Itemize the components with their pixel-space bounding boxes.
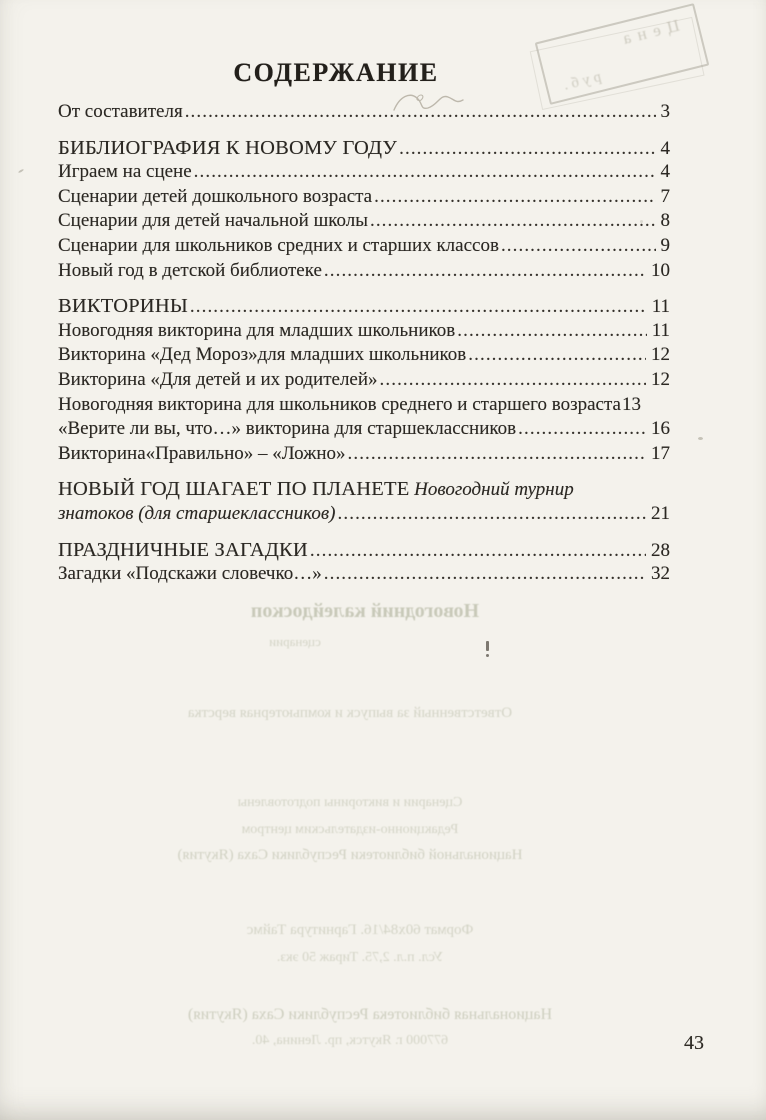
dot-leader	[457, 320, 646, 342]
dot-leader	[374, 186, 655, 208]
toc-entry	[58, 369, 670, 394]
speck	[18, 169, 24, 174]
toc-entry	[58, 210, 670, 235]
dot-leader	[194, 161, 656, 183]
toc-entry-label-italic: знатоков (для старшеклассников)	[58, 502, 336, 524]
toc-entry-label: ВИКТОРИНЫ	[58, 295, 188, 318]
toc-entry-page: 11	[651, 319, 670, 341]
dot-leader	[501, 235, 656, 257]
toc-entry	[58, 101, 670, 126]
toc-entry-page: 3	[660, 101, 670, 122]
toc-entry-label: БИБЛИОГРАФИЯ К НОВОМУ ГОДУ	[58, 136, 398, 159]
toc-section	[58, 101, 670, 126]
toc-entry-page: 4	[660, 161, 670, 183]
toc-entry	[58, 320, 670, 345]
toc-entry-label: Новогодняя викторина для школьников среднего и старшего возраста	[58, 393, 621, 415]
toc-entry-page: 9	[660, 234, 670, 256]
toc-entry-page: 4	[660, 137, 670, 159]
toc-entry	[58, 137, 670, 162]
dot-leader	[518, 418, 646, 440]
toc-entry-label: НОВЫЙ ГОД ШАГАЕТ ПО ПЛАНЕТЕ	[58, 478, 410, 501]
page-number: 43	[684, 1032, 704, 1054]
showthrough-line: Ответственный за выпуск и компьютерная верстка	[187, 705, 513, 721]
stamp-text: руб.	[558, 69, 603, 95]
ink-mark	[486, 641, 489, 651]
showthrough-line: Редакционно-издательским центром	[241, 822, 459, 837]
dot-leader	[380, 369, 646, 391]
showthrough-line: Национальной библиотеки Республики Саха (Якутия)	[177, 847, 523, 863]
dot-leader	[185, 101, 656, 123]
toc-section	[58, 478, 670, 527]
showthrough-line: 677000 г. Якутск, пр. Ленина, 40.	[251, 1033, 449, 1048]
toc-entry-label: Сценарии для детей начальной школы	[58, 210, 368, 232]
toc-entry-label: Новогодняя викторина для младших школьников	[58, 319, 456, 341]
table-of-contents	[58, 101, 670, 588]
toc-entry	[58, 344, 670, 369]
showthrough-line: Усл. п.л. 2,75. Тираж 50 экз.	[276, 950, 444, 965]
toc-entry-page: 32	[651, 563, 670, 585]
dot-leader	[324, 563, 646, 585]
toc-section	[58, 137, 670, 285]
dot-leader	[324, 260, 646, 282]
toc-entry	[58, 186, 670, 211]
toc-section	[58, 295, 670, 467]
toc-entry-label: Викторина«Правильно» – «Ложно»	[58, 442, 346, 464]
dot-leader	[338, 503, 646, 525]
toc-entry-page: 16	[651, 418, 670, 440]
dot-leader	[310, 540, 646, 562]
dot-leader	[348, 443, 647, 465]
dot-leader	[190, 296, 647, 318]
toc-entry	[58, 161, 670, 186]
toc-entry-page: 12	[651, 344, 670, 366]
toc-entry-page: 12	[651, 368, 670, 390]
toc-entry-label: Играем на сцене	[58, 161, 192, 183]
toc-entry-label: Викторина «Для детей и их родителей»	[58, 368, 378, 390]
toc-entry	[58, 539, 670, 564]
toc-entry	[58, 394, 670, 419]
toc-entry	[58, 443, 670, 468]
toc-entry-label: Сценарии детей дошкольного возраста	[58, 185, 373, 207]
toc-entry-label-italic: Новогодний турнир	[414, 479, 574, 501]
showthrough-line: Формат 60х84/16. Гарнитура Таймс	[246, 922, 474, 938]
toc-entry	[58, 563, 670, 588]
toc-entry-page: 10	[651, 259, 670, 281]
toc-entry	[58, 295, 670, 320]
toc-entry-label: От составителя	[58, 101, 183, 122]
toc-entry-label: «Верите ли вы, что…» викторина для старшеклассников	[58, 418, 517, 440]
toc-entry-label: Сценарии для школьников средних и старших классов	[58, 234, 499, 256]
showthrough-line: Сценарии и викторины подготовлены	[237, 795, 463, 810]
toc-entry-page: 28	[651, 539, 670, 561]
speck	[698, 437, 703, 440]
toc-entry	[58, 503, 670, 528]
toc-entry-label: Загадки «Подскажи словечко…»	[58, 563, 322, 585]
showthrough-title: Новогодний калейдоскоп	[250, 600, 480, 622]
toc-entry-page: 8	[660, 210, 670, 232]
toc-entry	[58, 235, 670, 260]
speck	[640, 220, 643, 223]
showthrough-line: Национальная библиотека Республики Саха (Якутия)	[187, 1006, 553, 1023]
toc-entry	[58, 418, 670, 443]
price-stamp	[535, 3, 710, 105]
showthrough-subtitle: сценарии	[269, 634, 321, 649]
toc-entry-page: 13	[621, 393, 641, 415]
toc-entry-page: 7	[660, 185, 670, 207]
toc-entry-label: Викторина «Дед Мороз»для младших школьников	[58, 344, 467, 366]
stamp-text: Цена	[613, 15, 681, 50]
toc-entry-page: 11	[651, 296, 670, 318]
dot-leader	[399, 138, 655, 160]
toc-entry	[58, 478, 670, 503]
toc-section	[58, 539, 670, 588]
toc-entry-label: Новый год в детской библиотеке	[58, 259, 322, 281]
toc-entry	[58, 260, 670, 285]
toc-entry-page: 17	[651, 442, 670, 464]
toc-entry-label: ПРАЗДНИЧНЫЕ ЗАГАДКИ	[58, 538, 308, 561]
dot-leader	[370, 210, 656, 232]
page-title: СОДЕРЖАНИЕ	[233, 58, 439, 87]
dot-leader	[468, 344, 646, 366]
toc-entry-page: 21	[651, 502, 670, 524]
